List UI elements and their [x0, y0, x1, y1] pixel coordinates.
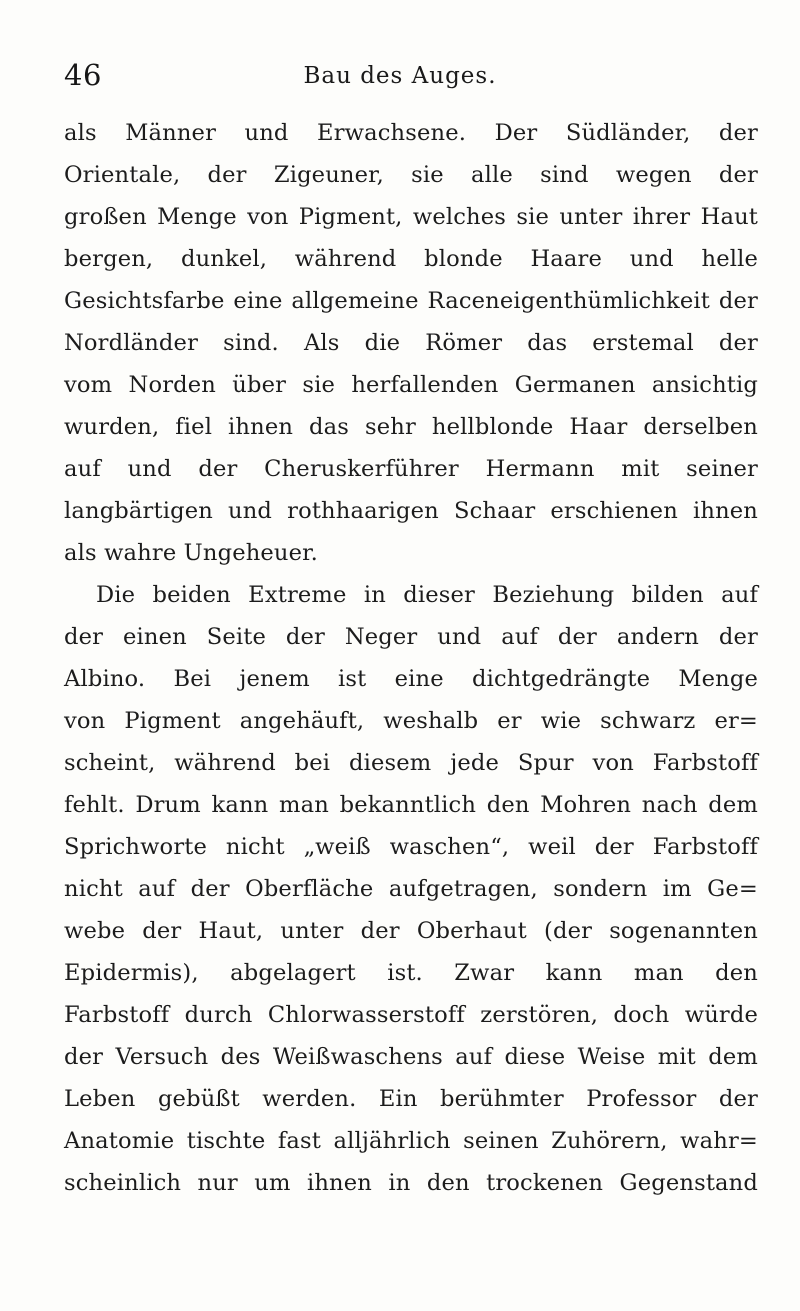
text-line: als Männer und Erwachsene. Der Südländer, der [64, 120, 758, 146]
text-line: Sprichworte nicht „weiß waschen“, weil der Farbstoff [64, 834, 758, 860]
text-line: Anatomie tischte fast alljährlich seinen Zuhörern, wahr= [64, 1128, 758, 1154]
text-line: großen Menge von Pigment, welches sie unter ihrer Haut [64, 204, 758, 230]
text-line: bergen, dunkel, während blonde Haare und helle [64, 246, 758, 272]
running-title: Bau des Auges. [303, 63, 497, 89]
text-line: Albino. Bei jenem ist eine dichtgedrängte Menge [64, 666, 758, 692]
text-line: scheint, während bei diesem jede Spur von Farbstoff [64, 750, 758, 776]
text-line: Nordländer sind. Als die Römer das erstemal der [64, 330, 758, 356]
running-head [0, 58, 800, 98]
text-line: scheinlich nur um ihnen in den trockenen Gegenstand [64, 1170, 758, 1196]
text-line: fehlt. Drum kann man bekanntlich den Mohren nach dem [64, 792, 758, 818]
body-text [64, 112, 758, 1204]
text-line: nicht auf der Oberfläche aufgetragen, sondern im Ge= [64, 876, 758, 902]
text-line: langbärtigen und rothhaarigen Schaar erschienen ihnen [64, 498, 758, 524]
text-line: Leben gebüßt werden. Ein berühmter Professor der [64, 1086, 758, 1112]
paragraph-end-line: als wahre Ungeheuer. [64, 540, 318, 566]
text-line: vom Norden über sie herfallenden Germanen ansichtig [64, 372, 758, 398]
text-line: der einen Seite der Neger und auf der andern der [64, 624, 758, 650]
text-line: Farbstoff durch Chlorwasserstoff zerstören, doch würde [64, 1002, 758, 1028]
text-line: wurden, fiel ihnen das sehr hellblonde Haar derselben [64, 414, 758, 440]
paragraph-start-line: Die beiden Extreme in dieser Beziehung bilden auf [96, 582, 758, 608]
text-line: Epidermis), abgelagert ist. Zwar kann man den [64, 960, 758, 986]
text-line: Orientale, der Zigeuner, sie alle sind wegen der [64, 162, 758, 188]
page-number: 46 [64, 58, 102, 92]
text-line: von Pigment angehäuft, weshalb er wie schwarz er= [64, 708, 758, 734]
text-line: Gesichtsfarbe eine allgemeine Raceneigenthümlichkeit der [64, 288, 758, 314]
text-line: webe der Haut, unter der Oberhaut (der sogenannten [64, 918, 758, 944]
text-line: der Versuch des Weißwaschens auf diese Weise mit dem [64, 1044, 758, 1070]
text-line: auf und der Cheruskerführer Hermann mit seiner [64, 456, 758, 482]
